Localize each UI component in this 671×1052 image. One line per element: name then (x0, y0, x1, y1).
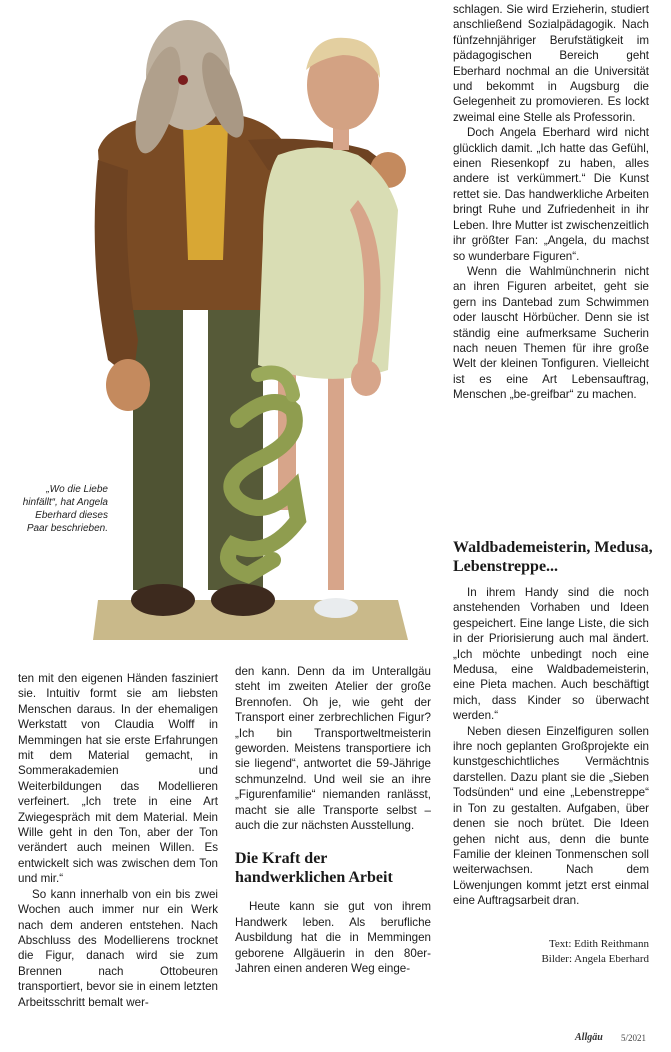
paragraph: So kann innerhalb von ein bis zwei Wochen auch immer nur ein Werk nach dem anderen entstehen. Nach Abschluss des Modellierens trocknet die Figur, danach wird sie zum Brennen nach Ottobeuren transportiert, bevor sie in einem letzten Arbeitsschritt bemalt wer- (18, 887, 218, 1009)
paragraph: schlagen. Sie wird Erzieherin, studiert anschließend Sozialpädagogik. Nach fünfzehnjähriger Berufstätigkeit im pädagogischen Bereich geht Eberhard nochmal an die Universität und bekommt in Augsburg die Gelegenheit zu promovieren. Es lockt zweimal eine Stelle als Professorin. (453, 3, 649, 124)
woman-hand (351, 360, 381, 396)
rabbit-eye (178, 75, 188, 85)
paragraph: In ihrem Handy sind die noch anstehenden Vorhaben und Ideen gespeichert. Eine lange Liste, die sich in der Priorisierung auch mal ändert. „Ich möchte unbedingt noch eine Medusa, eine Waldbademeisterin, eine Pieta machen. Auch beschäftigt mich, dass Kinder so überwacht werden.“ (453, 586, 649, 723)
issue-number: 5/2021 (621, 1033, 647, 1043)
paragraph: Wenn die Wahlmünchnerin nicht an ihren Figuren arbeitet, geht sie gern ins Dantebad zum Schwimmen oder lauscht Hörbücher. Denn sie ist ständig eine aufmerksame Sucherin nach neuen Themen für ihre große Welt der kleinen Tonfiguren. Vielleicht ist es eine Art Lebensauftrag, Menschen „be-greifbar“ zu machen. (453, 264, 649, 402)
left-column (18, 671, 218, 1010)
credit-text: Text: Edith Reithmann (548, 938, 649, 950)
photo-caption: „Wo die Liebe hinfällt“, hat Angela Eberhard dieses Paar beschrieben. (22, 484, 108, 534)
middle-column (235, 664, 431, 977)
woman-right-leg (328, 360, 344, 590)
paragraph: Heute kann sie gut von ihrem Handwerk leben. Als berufliche Ausbildung hat die in Memmingen geborene Allgäuerin in den 80er-Jahren einen anderen Weg einge- (235, 900, 431, 976)
credits (453, 937, 649, 967)
sculpture-photo (88, 0, 438, 648)
man-left-hand (106, 359, 150, 411)
snake-head-section (258, 373, 293, 396)
woman-shoe (314, 598, 358, 618)
paragraph: den kann. Denn da im Unterallgäu steht im zweiten Atelier der große Brennofen. Oh je, wie geht der Transport einer zerbrechlichen Figur? „Ich bin Transportweltmeisterin geworden. Meistens transportiere ich sie liegend“, antwortet die 59-Jährige schmunzelnd. Und weil sie an ihre „Figurenfamilie“ niemanden ranlässt, macht sie alle Transporte selbst – auch die zur nächsten Ausstellung. (235, 665, 431, 833)
man-sweater (183, 125, 228, 260)
section-heading-kraft: Die Kraft der handwerklichen Arbeit (235, 850, 393, 887)
section-heading-waldbademeisterin: Waldbademeisterin, Medusa, Lebenstreppe... (453, 539, 653, 575)
paragraph: Doch Angela Eberhard wird nicht glücklich damit. „Ich hatte das Gefühl, einen Riesenkopf zu haben, alles andere ist verkümmert.“ Die Kunst rettet sie. Das handwerkliche Arbeiten bringt Ruhe und Zufriedenheit in ihr Leben. Ihre Mutter ist zwischenzeitlich ihr größter Fan: „Angela, du machst so wunderbare Figuren“. (453, 126, 649, 263)
credit-images: Bilder: Angela Eberhard (541, 953, 649, 965)
magazine-logo: Allgäu (575, 1032, 603, 1043)
paragraph: ten mit den eigenen Händen fasziniert sie. Intuitiv formt sie am liebsten Menschen daraus. In der ehemaligen Werkstatt von Claudia Wolff in Memmingen hat sie erste Erfahrungen mit dem Material gemacht, in Sommerakademien und Weiterbildungen das Modellieren verfeinert. „Ich trete in eine Art Zwiegespräch mit dem Material. Mein Wille geht in den Ton, aber der Ton verändert auch meinen Willen. Es entwickelt sich was zwischen dem Ton und mir.“ (18, 672, 218, 886)
paragraph: Neben diesen Einzelfiguren sollen ihre noch geplanten Großprojekte ein kunstgeschichtliches Vermächtnis darstellen. Dazu plant sie die „Sieben Todsünden“ und eine „Lebenstreppe“ in Ton zu gestalten. Aufgaben, über denen sie noch brütet. Die Ideen gehen nicht aus, denn die bunte Familie der kleinen Tonmenschen soll weiterwachsen. Nach dem Löwenjungen kommt jetzt erst einmal eine Auftragsarbeit dran. (453, 724, 649, 908)
right-column-top (453, 2, 649, 403)
sculpture-illustration (88, 0, 438, 648)
man-left-shoe (131, 584, 195, 616)
man-right-shoe (211, 584, 275, 616)
man-left-leg (133, 300, 183, 590)
right-column-bottom (453, 585, 649, 909)
